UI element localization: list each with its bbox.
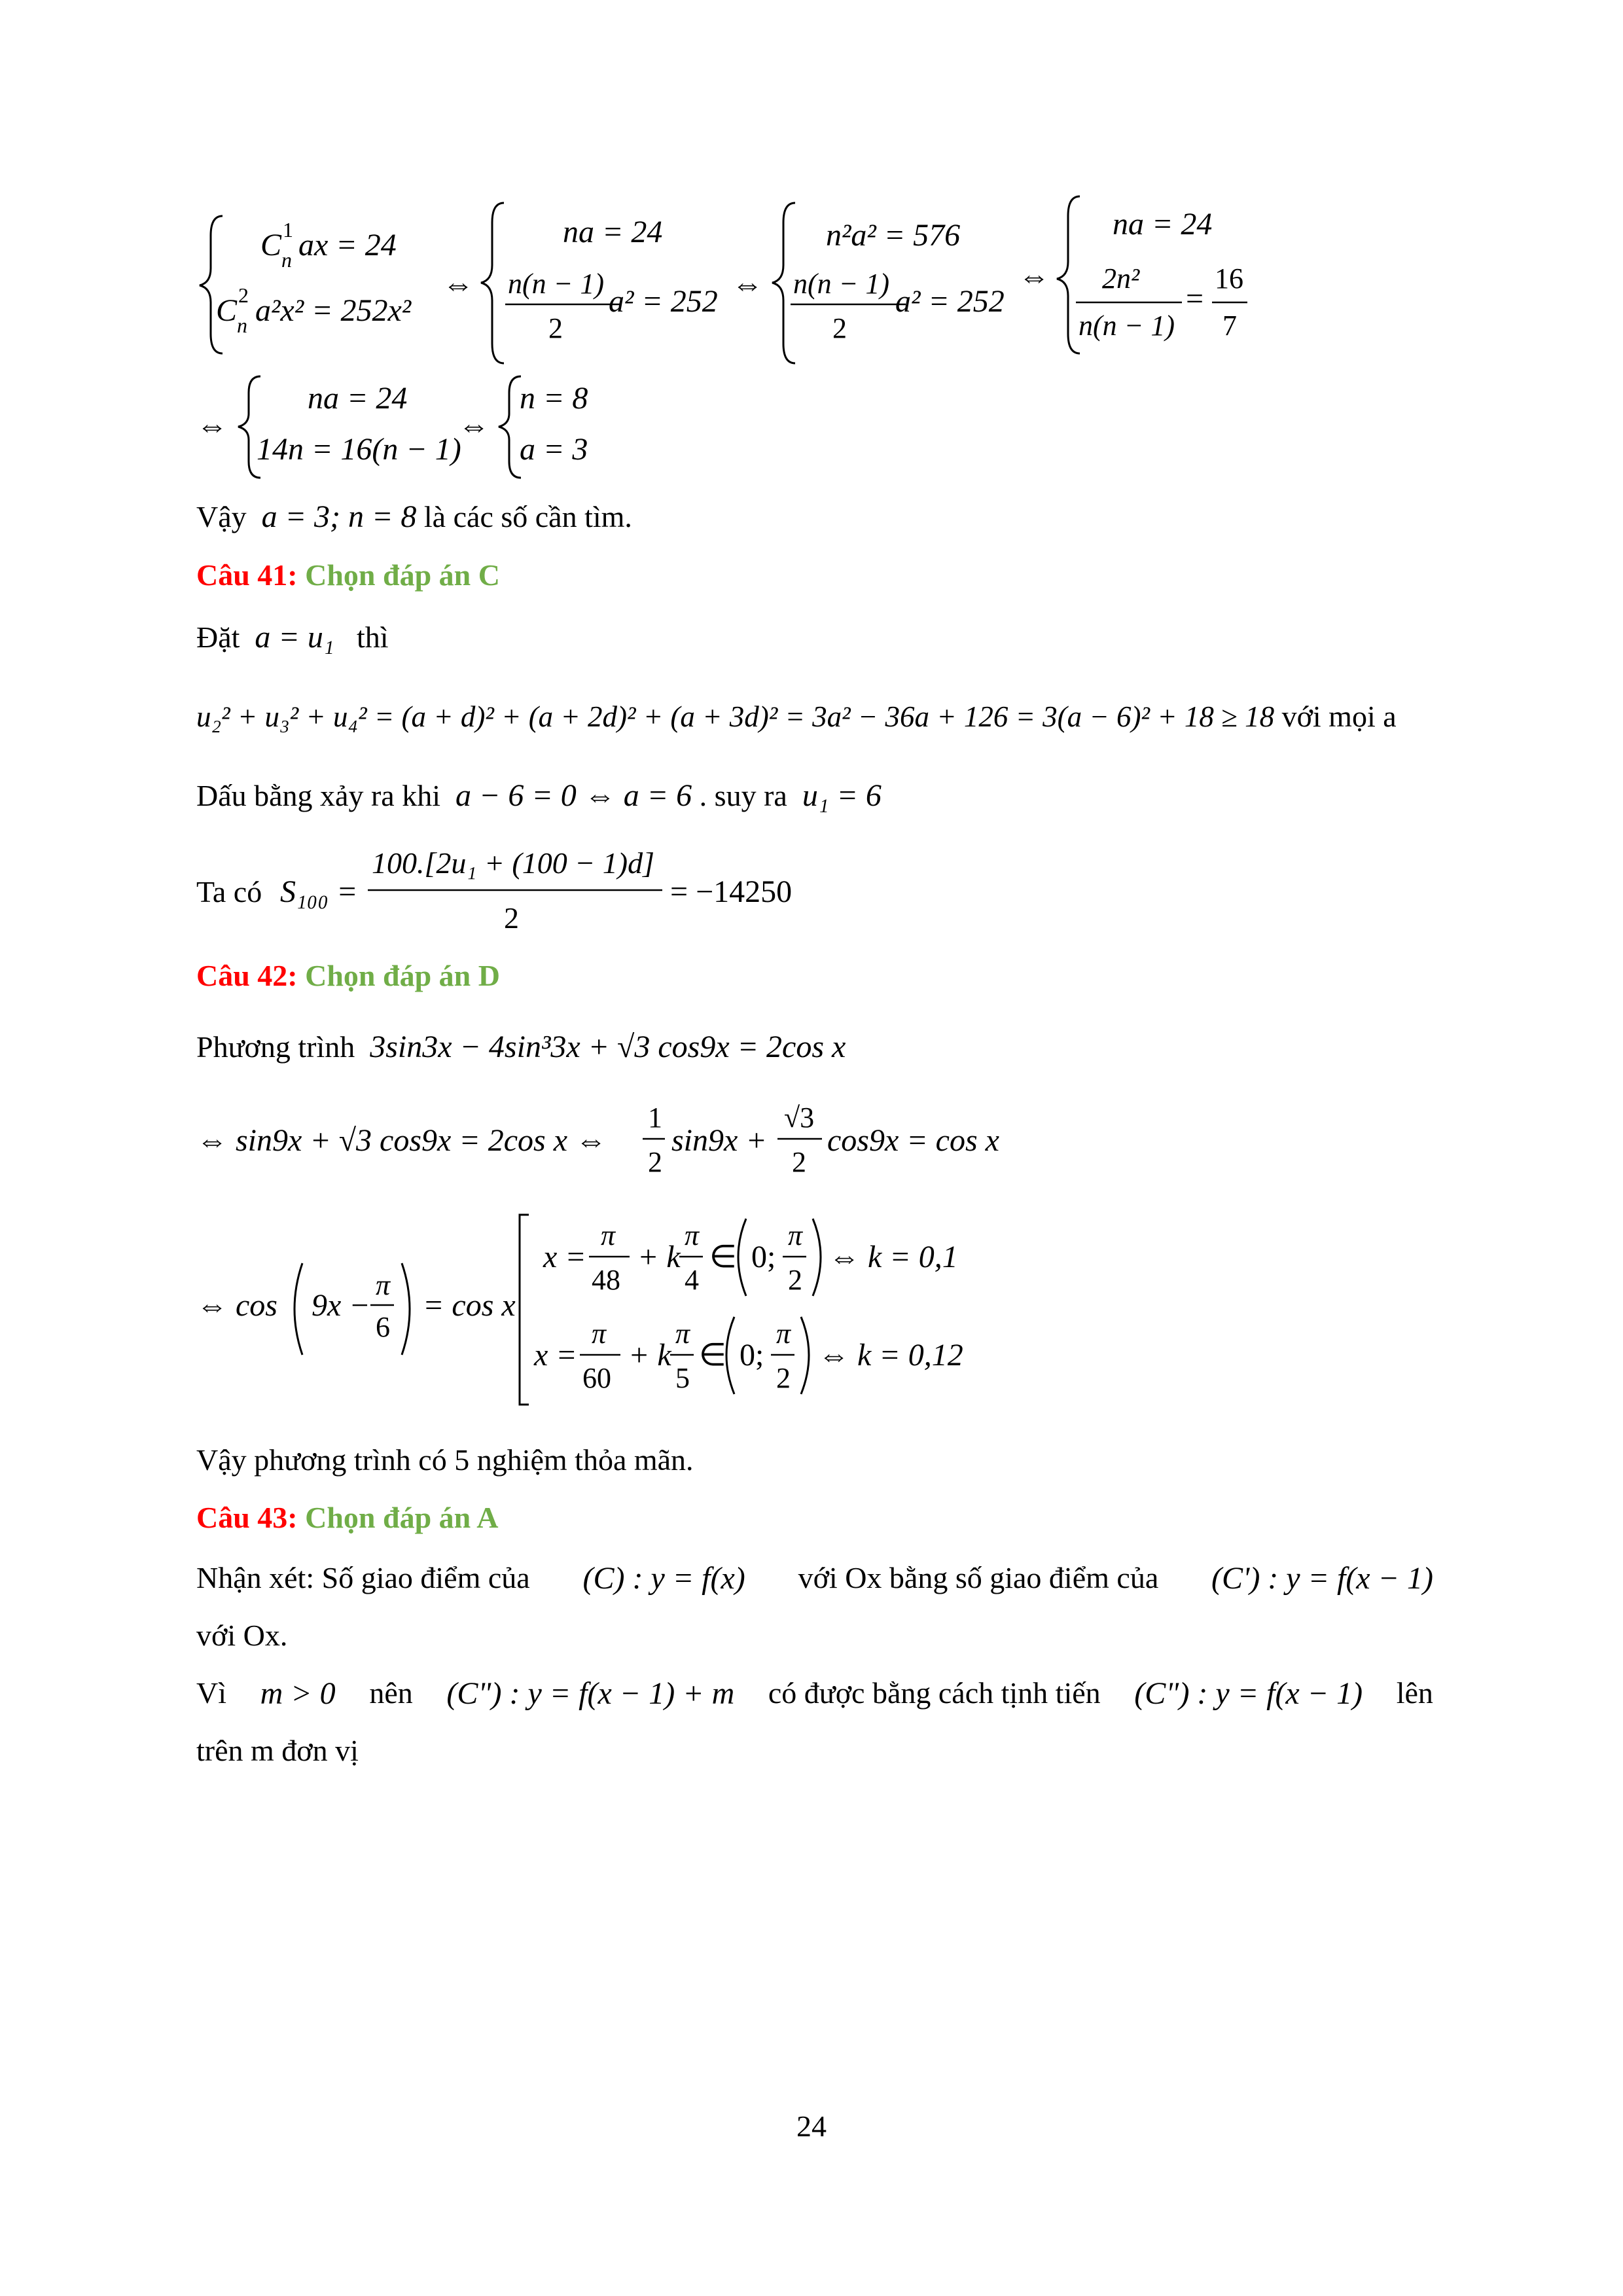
- question-label: Câu 42:: [196, 959, 298, 992]
- svg-text:na = 24: na = 24: [1113, 207, 1213, 242]
- svg-text:0;: 0;: [751, 1240, 776, 1274]
- svg-text:Ta có: Ta có: [196, 875, 262, 908]
- svg-text:n: n: [281, 248, 292, 272]
- svg-text:= −14250: = −14250: [670, 874, 793, 909]
- svg-text:n: n: [237, 314, 247, 337]
- svg-text:⇔ k = 0,1: ⇔ k = 0,1: [829, 1240, 958, 1274]
- svg-text:⇔ cos: ⇔ cos: [196, 1288, 277, 1323]
- q43-remark-line-2: với Ox.: [196, 1619, 288, 1652]
- q43-because-line-2: trên m đơn vị: [196, 1734, 359, 1767]
- question-label: Câu 43:: [196, 1501, 298, 1534]
- svg-text:6: 6: [376, 1311, 390, 1343]
- paren-left: [726, 1317, 734, 1394]
- svg-text:60: 60: [582, 1362, 611, 1394]
- question-label: Câu 41:: [196, 558, 298, 592]
- svg-text:0;: 0;: [740, 1338, 764, 1372]
- svg-text:7: 7: [1222, 310, 1237, 342]
- question-43-heading: [196, 1503, 498, 1533]
- svg-text:x =: x =: [534, 1338, 577, 1372]
- paren-right: [402, 1263, 410, 1355]
- svg-text:S₁₀₀ =: S₁₀₀ =: [280, 874, 358, 909]
- iff-symbol: ⇔: [1018, 259, 1050, 294]
- q41-equality-line: Dấu bằng xảy ra khi a − 6 = 0 ⇔ a = 6 . suy ra u₁ = 6: [196, 778, 882, 813]
- answer-label: Chọn đáp án D: [305, 959, 500, 992]
- svg-text:na = 24: na = 24: [563, 215, 663, 249]
- svg-text:sin9x +: sin9x +: [671, 1123, 767, 1158]
- svg-text:16: 16: [1215, 262, 1243, 295]
- iff-symbol: ⇔: [732, 267, 763, 302]
- svg-text:n(n − 1): n(n − 1): [793, 268, 889, 300]
- svg-text:π: π: [601, 1219, 616, 1251]
- svg-text:π: π: [376, 1269, 391, 1301]
- q41-sum-line: u₂² + u₃² + u₄² = (a + d)² + (a + 2d)² + (a + 3d)² = 3a² − 36a + 126 = 3(a − 6)² + 18 ≥ 18 với mọi a: [196, 700, 1397, 733]
- paren-left: [294, 1263, 302, 1355]
- iff-symbol: ⇔: [196, 408, 228, 443]
- svg-text:= cos x: = cos x: [423, 1288, 516, 1323]
- svg-text:2: 2: [648, 1146, 662, 1178]
- svg-text:+ k: + k: [628, 1338, 671, 1372]
- iff-symbol: ⇔: [458, 408, 490, 443]
- svg-text:∈: ∈: [699, 1338, 726, 1372]
- conclusion-41-prev: Vậy a = 3; n = 8 là các số cần tìm.: [196, 499, 632, 534]
- answer-label: Chọn đáp án C: [305, 558, 500, 592]
- q42-conclusion: Vậy phương trình có 5 nghiệm thỏa mãn.: [196, 1443, 694, 1477]
- bracket: [520, 1215, 529, 1405]
- svg-text:=: =: [1186, 281, 1204, 316]
- iff-symbol: ⇔: [442, 267, 474, 302]
- eq-c1: C: [260, 228, 282, 262]
- svg-text:∈: ∈: [709, 1240, 737, 1274]
- svg-text:1: 1: [648, 1102, 662, 1134]
- svg-text:2: 2: [792, 1146, 806, 1178]
- svg-text:√3: √3: [784, 1102, 815, 1134]
- page-number: 24: [796, 2109, 827, 2143]
- svg-text:5: 5: [675, 1362, 690, 1394]
- svg-text:48: 48: [592, 1264, 620, 1296]
- svg-text:2: 2: [238, 283, 249, 307]
- svg-text:cos9x = cos x: cos9x = cos x: [827, 1123, 999, 1158]
- svg-text:a = 3: a = 3: [520, 432, 588, 467]
- q41-set-line: Đặt a = u₁ thì: [196, 620, 389, 655]
- svg-text:π: π: [592, 1318, 607, 1350]
- svg-text:9x −: 9x −: [312, 1288, 370, 1323]
- svg-text:n(n − 1): n(n − 1): [1079, 310, 1175, 342]
- svg-text:100.[2u₁ + (100 − 1)d]: 100.[2u₁ + (100 − 1)d]: [372, 846, 655, 880]
- svg-text:4: 4: [685, 1264, 699, 1296]
- svg-text:π: π: [685, 1219, 700, 1251]
- svg-text:n = 8: n = 8: [520, 381, 588, 416]
- svg-text:2: 2: [832, 312, 847, 344]
- svg-text:+ k: + k: [637, 1240, 681, 1274]
- svg-text:⇔ sin9x + √3 cos9x = 2cos x ⇔: ⇔ sin9x + √3 cos9x = 2cos x ⇔: [196, 1123, 607, 1158]
- svg-text:⇔ k = 0,12: ⇔ k = 0,12: [818, 1338, 963, 1372]
- paren-right: [813, 1219, 821, 1296]
- answer-label: Chọn đáp án A: [305, 1501, 499, 1534]
- svg-text:π: π: [776, 1318, 791, 1350]
- q43-remark-line: Nhận xét: Số giao điểm của (C) : y = f(x) với Ox bằng số giao điểm của (C') : y = f(x − 1): [196, 1561, 1433, 1596]
- svg-text:a² = 252: a² = 252: [895, 284, 1005, 319]
- eq-c2: C: [216, 293, 238, 328]
- svg-text:2n²: 2n²: [1102, 262, 1140, 295]
- svg-text:a² = 252: a² = 252: [609, 284, 718, 319]
- svg-text:2: 2: [548, 312, 563, 344]
- svg-text:2: 2: [776, 1362, 791, 1394]
- svg-text:x =: x =: [543, 1240, 586, 1274]
- svg-text:1: 1: [283, 218, 293, 242]
- svg-text:14n = 16(n − 1): 14n = 16(n − 1): [257, 432, 461, 467]
- svg-text:2: 2: [504, 901, 519, 935]
- svg-text:n²a² = 576: n²a² = 576: [826, 218, 961, 253]
- svg-text:2: 2: [788, 1264, 802, 1296]
- svg-text:π: π: [675, 1318, 690, 1350]
- q43-because-line: Vì m > 0 nên (C") : y = f(x − 1) + m có được bằng cách tịnh tiến (C") : y = f(x − 1) lên: [196, 1676, 1433, 1711]
- svg-text:a²x² = 252x²: a²x² = 252x²: [255, 293, 412, 328]
- svg-text:π: π: [788, 1219, 803, 1251]
- q42-equation-line: Phương trình 3sin3x − 4sin³3x + √3 cos9x = 2cos x: [196, 1030, 846, 1064]
- paren-left: [738, 1219, 746, 1296]
- paren-right: [801, 1317, 809, 1394]
- svg-text:n(n − 1): n(n − 1): [508, 268, 604, 300]
- svg-text:na = 24: na = 24: [308, 381, 408, 416]
- svg-text:ax = 24: ax = 24: [298, 228, 397, 262]
